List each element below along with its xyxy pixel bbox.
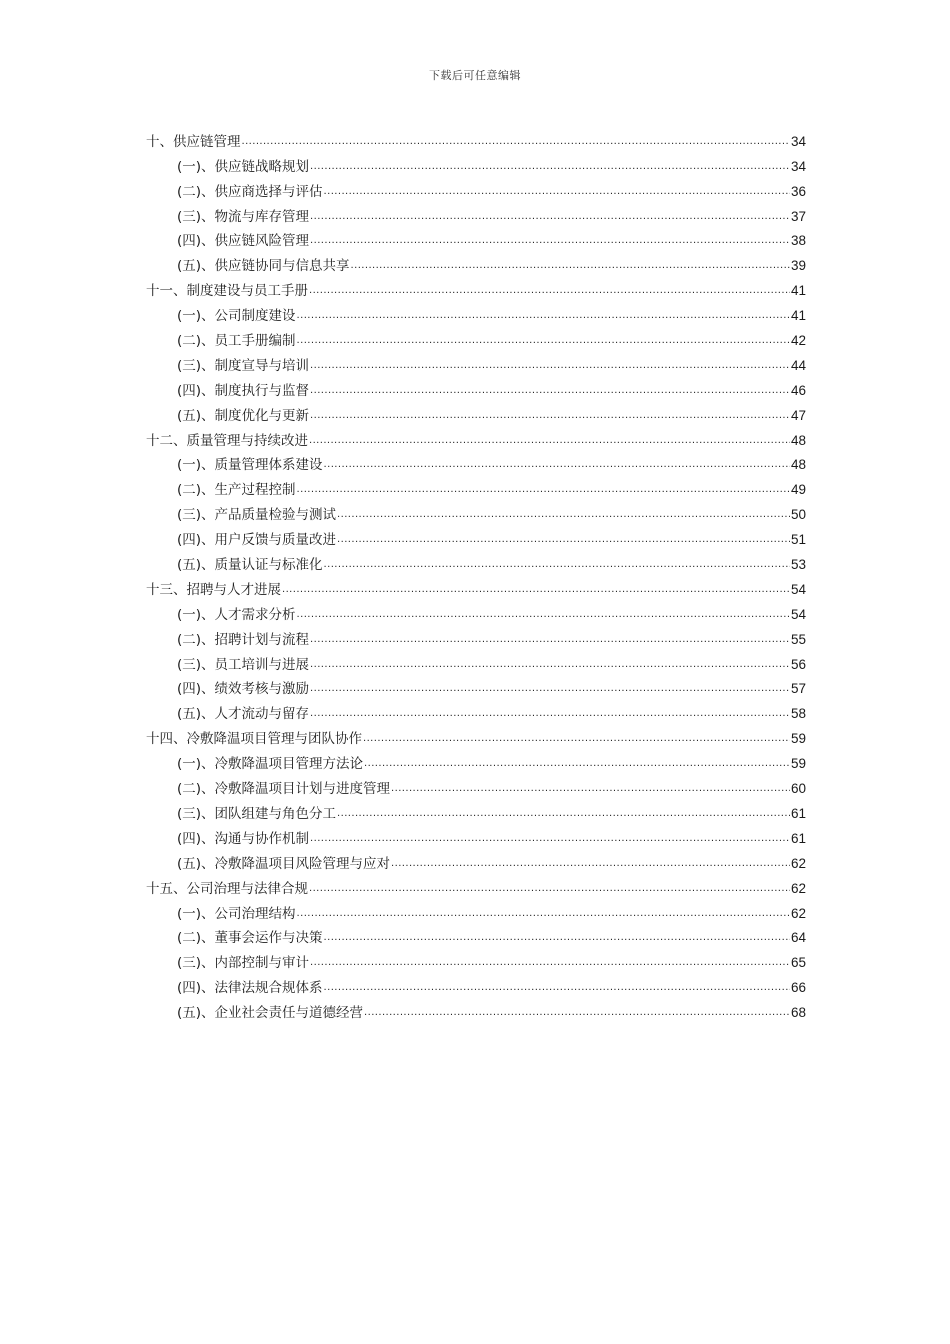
toc-chapter-entry[interactable]: [146, 723, 806, 748]
toc-entry-title: 十五、公司治理与法律合规: [146, 880, 308, 897]
toc-page-number: 62: [790, 855, 806, 871]
toc-dot-leader: [310, 633, 790, 647]
toc-entry-title: (二)、生产过程控制: [177, 482, 296, 499]
toc-entry-title: (三)、制度宣导与培训: [177, 357, 310, 374]
toc-chapter-entry[interactable]: [146, 126, 806, 151]
toc-dot-leader: [324, 185, 790, 199]
toc-entry-title: (五)、人才流动与留存: [177, 706, 310, 723]
toc-dot-leader: [242, 135, 790, 149]
toc-dot-leader: [309, 284, 790, 298]
toc-dot-leader: [310, 956, 790, 970]
toc-chapter-entry[interactable]: [146, 873, 806, 898]
toc-page-number: 34: [790, 158, 806, 174]
toc-section-entry[interactable]: [146, 549, 806, 574]
toc-entry-title: (二)、董事会运作与决策: [177, 930, 323, 947]
toc-section-entry[interactable]: [146, 972, 806, 997]
toc-page-number: 54: [790, 581, 806, 597]
toc-dot-leader: [310, 384, 790, 398]
toc-entry-title: (五)、质量认证与标准化: [177, 557, 323, 574]
toc-page-number: 53: [790, 557, 806, 573]
toc-dot-leader: [324, 931, 790, 945]
toc-dot-leader: [351, 259, 790, 273]
toc-entry-title: (四)、法律法规合规体系: [177, 980, 323, 997]
toc-section-entry[interactable]: [146, 300, 806, 325]
toc-page-number: 48: [790, 432, 806, 448]
toc-entry-title: (五)、企业社会责任与道德经营: [177, 1005, 364, 1022]
toc-entry-title: (四)、沟通与协作机制: [177, 830, 310, 847]
toc-section-entry[interactable]: [146, 599, 806, 624]
toc-section-entry[interactable]: [146, 201, 806, 226]
toc-page-number: 48: [790, 457, 806, 473]
toc-entry-title: (一)、公司制度建设: [177, 308, 296, 325]
toc-section-entry[interactable]: [146, 474, 806, 499]
toc-dot-leader: [310, 160, 790, 174]
toc-entry-title: (五)、冷敷降温项目风险管理与应对: [177, 855, 391, 872]
toc-section-entry[interactable]: [146, 773, 806, 798]
toc-page-number: 50: [790, 507, 806, 523]
toc-dot-leader: [310, 707, 790, 721]
toc-section-entry[interactable]: [146, 524, 806, 549]
toc-page-number: 36: [790, 183, 806, 199]
toc-section-entry[interactable]: [146, 375, 806, 400]
toc-page-number: 65: [790, 955, 806, 971]
toc-section-entry[interactable]: [146, 649, 806, 674]
toc-dot-leader: [310, 682, 790, 696]
toc-entry-title: (四)、绩效考核与激励: [177, 681, 310, 698]
page-header: 下载后可任意编辑: [429, 69, 521, 82]
toc-page-number: 49: [790, 482, 806, 498]
toc-page-number: 58: [790, 706, 806, 722]
toc-entry-title: (三)、员工培训与进展: [177, 656, 310, 673]
toc-page-number: 68: [790, 1005, 806, 1021]
toc-entry-title: (二)、供应商选择与评估: [177, 183, 323, 200]
toc-entry-title: (一)、公司治理结构: [177, 905, 296, 922]
toc-dot-leader: [297, 608, 790, 622]
toc-page-number: 57: [790, 681, 806, 697]
toc-page-number: 54: [790, 606, 806, 622]
toc-dot-leader: [364, 1006, 790, 1020]
table-of-contents: [146, 126, 806, 1022]
toc-entry-title: (一)、冷敷降温项目管理方法论: [177, 756, 364, 773]
toc-dot-leader: [391, 857, 790, 871]
toc-page-number: 42: [790, 333, 806, 349]
toc-chapter-entry[interactable]: [146, 574, 806, 599]
toc-page-number: 44: [790, 357, 806, 373]
toc-page-number: 37: [790, 208, 806, 224]
toc-dot-leader: [297, 334, 790, 348]
toc-dot-leader: [324, 981, 790, 995]
toc-page-number: 51: [790, 532, 806, 548]
toc-page-number: 64: [790, 930, 806, 946]
toc-entry-title: 十二、质量管理与持续改进: [146, 432, 308, 449]
toc-page-number: 62: [790, 905, 806, 921]
toc-entry-title: (五)、供应链协同与信息共享: [177, 258, 350, 275]
toc-dot-leader: [310, 832, 790, 846]
toc-page-number: 38: [790, 233, 806, 249]
toc-page-number: 56: [790, 656, 806, 672]
toc-section-entry[interactable]: [146, 624, 806, 649]
toc-section-entry[interactable]: [146, 674, 806, 699]
toc-entry-title: (三)、内部控制与审计: [177, 955, 310, 972]
toc-section-entry[interactable]: [146, 698, 806, 723]
toc-entry-title: (四)、制度执行与监督: [177, 382, 310, 399]
toc-section-entry[interactable]: [146, 450, 806, 475]
toc-dot-leader: [364, 757, 790, 771]
toc-entry-title: (四)、用户反馈与质量改进: [177, 532, 337, 549]
toc-dot-leader: [309, 882, 790, 896]
toc-entry-title: (二)、冷敷降温项目计划与进度管理: [177, 781, 391, 798]
toc-section-entry[interactable]: [146, 325, 806, 350]
toc-section-entry[interactable]: [146, 898, 806, 923]
toc-section-entry[interactable]: [146, 151, 806, 176]
toc-dot-leader: [391, 782, 790, 796]
toc-dot-leader: [297, 907, 790, 921]
toc-dot-leader: [282, 583, 790, 597]
toc-entry-title: (二)、员工手册编制: [177, 333, 296, 350]
toc-entry-title: (一)、质量管理体系建设: [177, 457, 323, 474]
toc-section-entry[interactable]: [146, 350, 806, 375]
toc-dot-leader: [297, 483, 790, 497]
toc-dot-leader: [310, 234, 790, 248]
toc-section-entry[interactable]: [146, 400, 806, 425]
toc-dot-leader: [297, 309, 790, 323]
toc-section-entry[interactable]: [146, 176, 806, 201]
toc-page-number: 66: [790, 980, 806, 996]
toc-page-number: 34: [790, 133, 806, 149]
toc-entry-title: (一)、供应链战略规划: [177, 158, 310, 175]
toc-dot-leader: [310, 409, 790, 423]
toc-page-number: 55: [790, 631, 806, 647]
toc-dot-leader: [324, 458, 790, 472]
toc-section-entry[interactable]: [146, 798, 806, 823]
toc-dot-leader: [310, 359, 790, 373]
toc-entry-title: 十四、冷敷降温项目管理与团队协作: [146, 731, 362, 748]
toc-entry-title: (三)、物流与库存管理: [177, 208, 310, 225]
toc-section-entry[interactable]: [146, 848, 806, 873]
toc-chapter-entry[interactable]: [146, 275, 806, 300]
toc-section-entry[interactable]: [146, 823, 806, 848]
toc-page-number: 61: [790, 830, 806, 846]
toc-page-number: 62: [790, 880, 806, 896]
toc-page-number: 41: [790, 308, 806, 324]
toc-dot-leader: [363, 732, 790, 746]
toc-section-entry[interactable]: [146, 947, 806, 972]
toc-entry-title: 十一、制度建设与员工手册: [146, 283, 308, 300]
toc-entry-title: (四)、供应链风险管理: [177, 233, 310, 250]
toc-page-number: 61: [790, 805, 806, 821]
toc-page-number: 60: [790, 781, 806, 797]
toc-dot-leader: [310, 210, 790, 224]
toc-entry-title: 十三、招聘与人才进展: [146, 581, 281, 598]
toc-chapter-entry[interactable]: [146, 425, 806, 450]
toc-section-entry[interactable]: [146, 250, 806, 275]
toc-entry-title: (二)、招聘计划与流程: [177, 631, 310, 648]
toc-section-entry[interactable]: [146, 226, 806, 251]
toc-entry-title: (三)、产品质量检验与测试: [177, 507, 337, 524]
toc-dot-leader: [337, 533, 790, 547]
toc-entry-title: 十、供应链管理: [146, 133, 241, 150]
toc-dot-leader: [337, 807, 790, 821]
toc-page-number: 59: [790, 731, 806, 747]
toc-page-number: 41: [790, 283, 806, 299]
toc-page-number: 46: [790, 382, 806, 398]
toc-dot-leader: [309, 434, 790, 448]
toc-page-number: 39: [790, 258, 806, 274]
toc-section-entry[interactable]: [146, 997, 806, 1022]
toc-section-entry[interactable]: [146, 748, 806, 773]
toc-dot-leader: [324, 558, 790, 572]
toc-entry-title: (五)、制度优化与更新: [177, 407, 310, 424]
toc-page-number: 59: [790, 756, 806, 772]
toc-entry-title: (一)、人才需求分析: [177, 606, 296, 623]
toc-page-number: 47: [790, 407, 806, 423]
toc-dot-leader: [337, 508, 790, 522]
toc-section-entry[interactable]: [146, 923, 806, 948]
toc-dot-leader: [310, 658, 790, 672]
toc-section-entry[interactable]: [146, 499, 806, 524]
toc-entry-title: (三)、团队组建与角色分工: [177, 805, 337, 822]
